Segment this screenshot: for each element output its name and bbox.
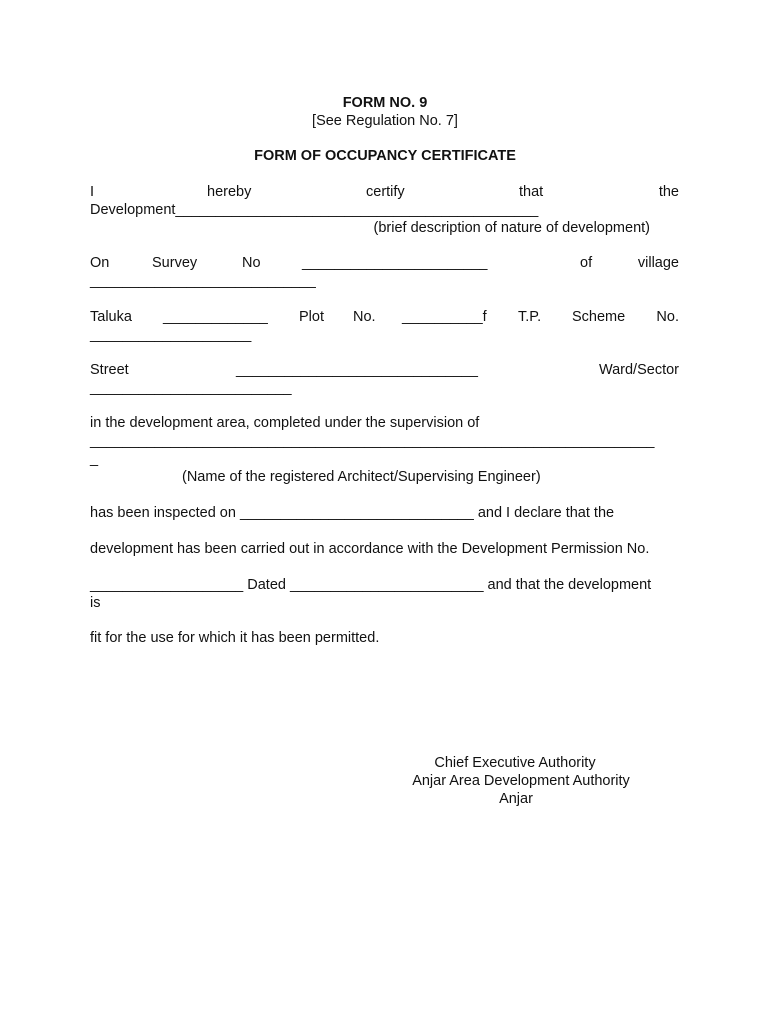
dated-text: ___________________ Dated ________________________ and that the development	[90, 577, 652, 593]
supervisor-field: ______________________________________________________________________	[90, 433, 655, 449]
text-is: is	[90, 595, 101, 611]
text-plot-no: No.	[353, 309, 376, 325]
text-certify: certify	[366, 184, 405, 200]
regulation-reference: [See Regulation No. 7]	[312, 113, 458, 129]
text-on: On	[90, 255, 110, 271]
text-no: No	[242, 255, 261, 271]
supervision-text: in the development area, completed under the supervision of	[90, 415, 480, 431]
text-scheme: Scheme	[572, 309, 626, 325]
development-hint: (brief description of nature of development)	[373, 220, 650, 236]
inspection-text: has been inspected on _____________________________ and I declare that the	[90, 505, 615, 521]
text-plot: Plot	[299, 309, 324, 325]
form-number: FORM NO. 9	[342, 95, 428, 111]
text-taluka: Taluka	[90, 309, 132, 325]
signatory-location: Anjar	[499, 791, 533, 807]
scheme-no-field: ____________________	[90, 327, 252, 343]
taluka-field: _____________	[163, 309, 268, 325]
text-that: that	[519, 184, 544, 200]
ward-sector-field: _________________________	[90, 380, 292, 396]
text-street: Street	[90, 362, 129, 378]
text-i: I	[90, 184, 95, 200]
supervisor-hint: (Name of the registered Architect/Supervising Engineer)	[182, 469, 541, 485]
plot-no-field: __________f	[402, 309, 487, 325]
text-scheme-no: No.	[656, 309, 679, 325]
text-tp: T.P.	[518, 309, 542, 325]
signatory-title: Chief Executive Authority	[434, 755, 596, 771]
text-ward-sector: Ward/Sector	[598, 362, 679, 378]
text-village: village	[637, 255, 679, 271]
permission-text: development has been carried out in accordance with the Development Permission No.	[90, 541, 650, 557]
text-survey: Survey	[152, 255, 198, 271]
development-field: Development_____________________________________________	[90, 202, 539, 218]
text-hereby: hereby	[207, 184, 252, 200]
text-the: the	[658, 184, 679, 200]
form-title: FORM OF OCCUPANCY CERTIFICATE	[254, 148, 516, 164]
fitness-text: fit for the use for which it has been permitted.	[90, 630, 380, 646]
village-field: ____________________________	[90, 273, 316, 289]
street-field: ______________________________	[236, 362, 478, 378]
signatory-authority: Anjar Area Development Authority	[412, 773, 630, 789]
supervisor-field-end: _	[90, 451, 99, 467]
text-of: of	[580, 255, 593, 271]
survey-no-field: _______________________	[302, 255, 488, 271]
